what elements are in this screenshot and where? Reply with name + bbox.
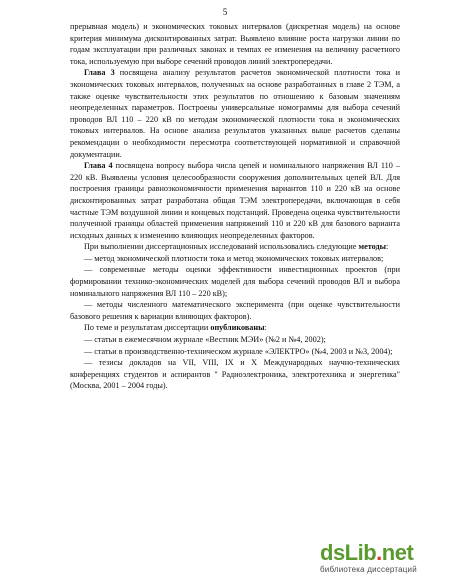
published-label: опубликованы [210, 323, 265, 333]
list-item-text: — методы численного математического эксперимента (при оценке чувствительности базового решения к вариации влияющих факторов). [70, 300, 400, 321]
paragraph-chapter-4 [70, 160, 400, 241]
list-item-publication-2 [70, 346, 400, 358]
list-item-text: — тезисы докладов на VII, VIII, IX и X Международных научно-технических конференциях студентов и аспирантов " Радиоэлектроника, электротехника и энергетика" (Москва, 2001 – 2004 годы). [70, 358, 400, 391]
list-item-publication-3 [70, 357, 400, 392]
list-item-publication-1 [70, 334, 400, 346]
list-item-method-1 [70, 253, 400, 265]
list-item-text: — статьи в производственно-техническом журнале «ЭЛЕКТРО» (№4, 2003 и №3, 2004); [84, 346, 393, 356]
paragraph-tail: : [386, 242, 389, 252]
chapter-4-label: Глава 4 [84, 161, 113, 171]
paragraph-text: При выполнении диссертационных исследований использовались следующие [84, 242, 359, 252]
paragraph-intro-continuation [70, 21, 400, 67]
logo-part-1: dsLib [320, 540, 377, 565]
watermark-logo [320, 542, 438, 564]
paragraph-publications-intro [70, 322, 400, 334]
list-item-text: — статьи в ежемесячном журнале «Вестник МЭИ» (№2 и №4, 2002); [84, 335, 326, 345]
page-number: 5 [222, 7, 228, 17]
list-item-method-3 [70, 299, 400, 322]
paragraph-text: прерывная модель) и экономических токовых интервалов (дискретная модель) на основе критерия минимума дисконтированных затрат. Выявлено влияние роста нагрузки линии по годам эксплуатации при различных законах и темпах ее изменения на величину расчетного тока, используемую при выборе сечений проводов линий электропередачи. [70, 22, 400, 66]
paragraph-chapter-3 [70, 67, 400, 160]
watermark [320, 542, 438, 574]
chapter-3-label: Глава 3 [84, 68, 115, 78]
paragraph-tail: : [264, 323, 267, 333]
paragraph-text: посвящена анализу результатов расчетов экономической плотности тока и экономических токовых интервалов, полученных на основе разработанных в главе 2 ТЭМ, а также оценке чувствительности этих результатов по отношению к базовым значениям неопределенных параметров. Построены универсальные номограммы для выбора сечений проводов ВЛ 110 – 220 кВ по методам экономической плотности тока и экономических токовых интервалов. На основе анализа результатов указанных выше расчетов сделаны рекомендации о необходимости пересмотра соответствующей нормативной и справочной документации. [70, 68, 400, 159]
logo-part-2: net [381, 540, 414, 565]
list-item-method-2 [70, 264, 400, 299]
paragraph-text: посвящена вопросу выбора числа цепей и номинального напряжения ВЛ 110 – 220 кВ. Выявлены условия целесообразности сооружения дополнительных цепей ВЛ. Для построения границы равноэкономичности применения вариантов 110 и 220 кВ на основе дисконтированных затрат разработана общая ТЭМ электропередачи, включающая в себя частные ТЭМ воздушной линии и концевых подстанций. Проведена оценка чувствительности полученной границы областей применения напряжений 110 и 220 кВ для базового варианта исходных данных к изменению влияющих неопределенных факторов. [70, 161, 400, 240]
logo-dot: . [376, 540, 382, 565]
methods-label: методы [358, 242, 387, 252]
paragraph-text: По теме и результатам диссертации [84, 323, 211, 333]
list-item-text: — метод экономической плотности тока и метод экономических токовых интервалов; [84, 253, 384, 263]
paragraph-methods-intro [70, 241, 400, 253]
watermark-subtitle: библиотека диссертаций [320, 565, 417, 574]
body-text [70, 21, 400, 392]
list-item-text: — современные методы оценки эффективности инвестиционных проектов (при формировании технико-экономических моделей для выбора сечений проводов ВЛ и выбора номинального напряжения ВЛ 110 – 220 кВ); [70, 265, 400, 298]
